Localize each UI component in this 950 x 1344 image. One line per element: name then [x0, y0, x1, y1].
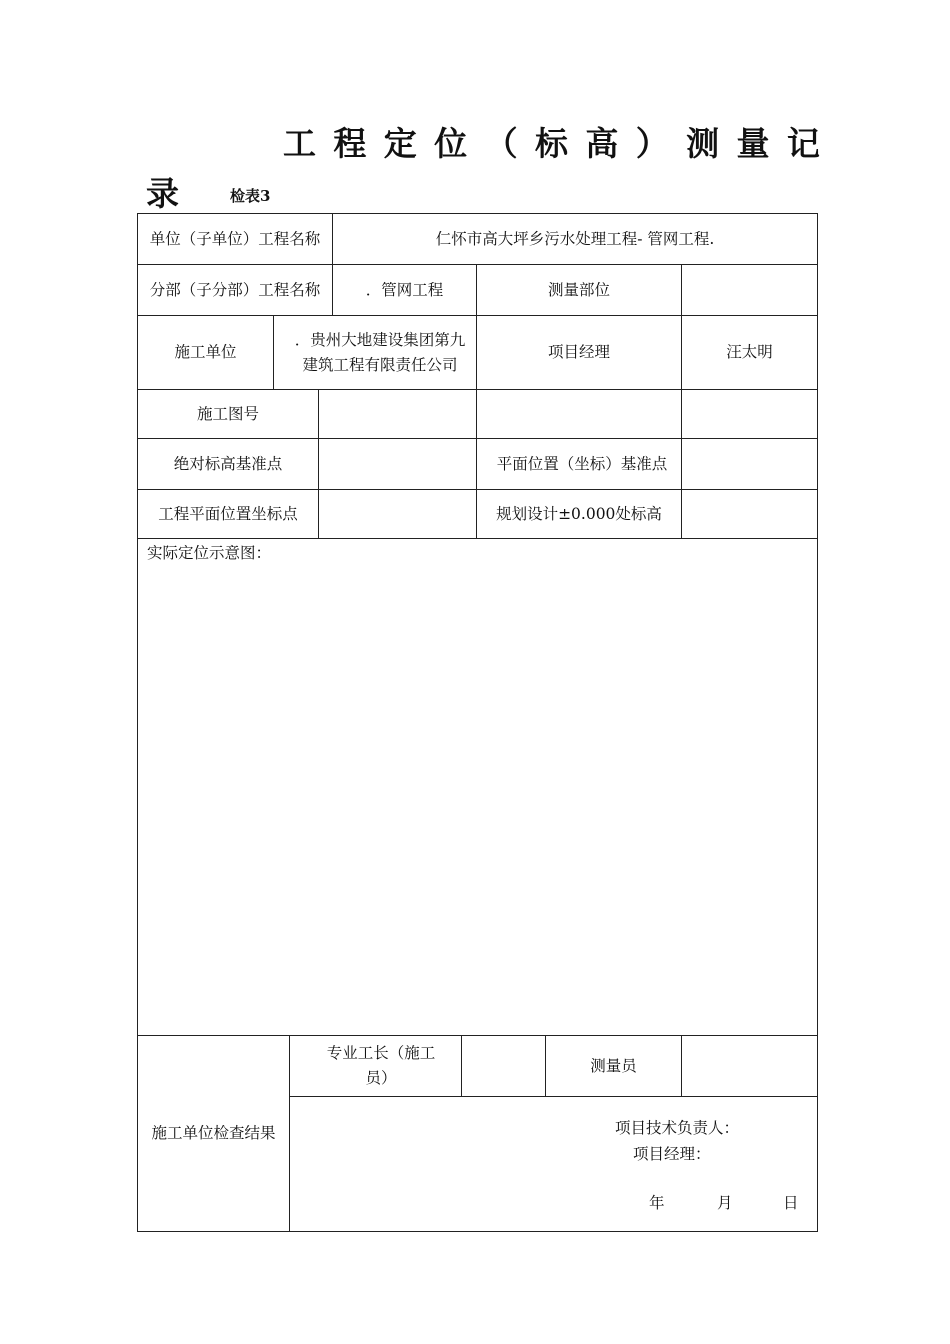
sketch-area[interactable]: [138, 566, 817, 1034]
title-char: （: [484, 124, 518, 163]
table-border-bottom: [137, 1231, 818, 1232]
title-char: 位: [434, 124, 468, 163]
table-rule: [289, 1035, 290, 1231]
empty-cell[interactable]: [477, 390, 681, 438]
empty-cell[interactable]: [682, 390, 817, 438]
sub-project-label: 分部（子分部）工程名称: [149, 280, 321, 299]
absolute-datum-label: 绝对标高基准点: [173, 454, 283, 473]
project-manager-value: 汪太明: [726, 343, 773, 361]
project-manager-label: 项目经理: [547, 343, 610, 361]
document-title: [283, 118, 820, 165]
unit-project-label: 单位（子单位）工程名称: [149, 229, 321, 248]
title-char: ）: [635, 124, 669, 163]
surveyor-value[interactable]: [682, 1036, 817, 1096]
foreman-label: 专业工长（施工员）: [326, 1044, 436, 1087]
drawing-no-label: 施工图号: [196, 404, 259, 423]
day-label: 日: [783, 1194, 799, 1212]
table-rule: [137, 538, 818, 539]
form-code: 检表3: [230, 187, 271, 205]
sub-project-value: ．管网工程: [365, 280, 444, 299]
surveyor-label: 测量员: [590, 1056, 637, 1075]
month-label: 月: [717, 1194, 733, 1212]
title-char: 定: [383, 124, 417, 163]
design-elevation-label: 规划设计±0.000处标高: [496, 504, 662, 523]
survey-part-label: 测量部位: [547, 280, 610, 299]
table-rule: [273, 315, 274, 389]
title-char: 高: [585, 124, 619, 163]
unit-project-value: 仁怀市高大坪乡污水处理工程- 管网工程.: [435, 229, 715, 248]
year-label: 年: [649, 1194, 665, 1212]
table-rule: [289, 1096, 818, 1097]
title-char: 记: [786, 124, 820, 163]
title-char: 量: [736, 124, 770, 163]
title-char: 程: [333, 124, 367, 163]
plane-coord-label: 工程平面位置坐标点: [158, 504, 298, 523]
plane-coord-value[interactable]: [319, 490, 476, 538]
survey-part-value[interactable]: [682, 265, 817, 315]
plane-datum-value[interactable]: [682, 439, 817, 489]
plane-datum-label: 平面位置（坐标）基准点: [496, 454, 668, 473]
drawing-no-value[interactable]: [319, 390, 476, 438]
sketch-label: 实际定位示意图：: [147, 544, 272, 562]
absolute-datum-value[interactable]: [319, 439, 476, 489]
contractor-label: 施工单位: [174, 343, 237, 361]
pm-sign-label: 项目经理：: [633, 1145, 711, 1163]
title-char: 工: [283, 124, 316, 163]
table-border-right: [817, 213, 818, 1232]
design-elevation-value[interactable]: [682, 490, 817, 538]
foreman-value[interactable]: [462, 1036, 545, 1096]
tech-lead-sign-label: 项目技术负责人：: [615, 1119, 740, 1137]
contractor-value: ．贵州大地建设集团第九建筑工程有限责任公司: [294, 330, 466, 374]
check-result-label: 施工单位检查结果: [151, 1124, 276, 1142]
title-char: 测: [686, 124, 720, 163]
title-last-char: 录: [146, 174, 179, 213]
title-char: 标: [534, 124, 568, 163]
